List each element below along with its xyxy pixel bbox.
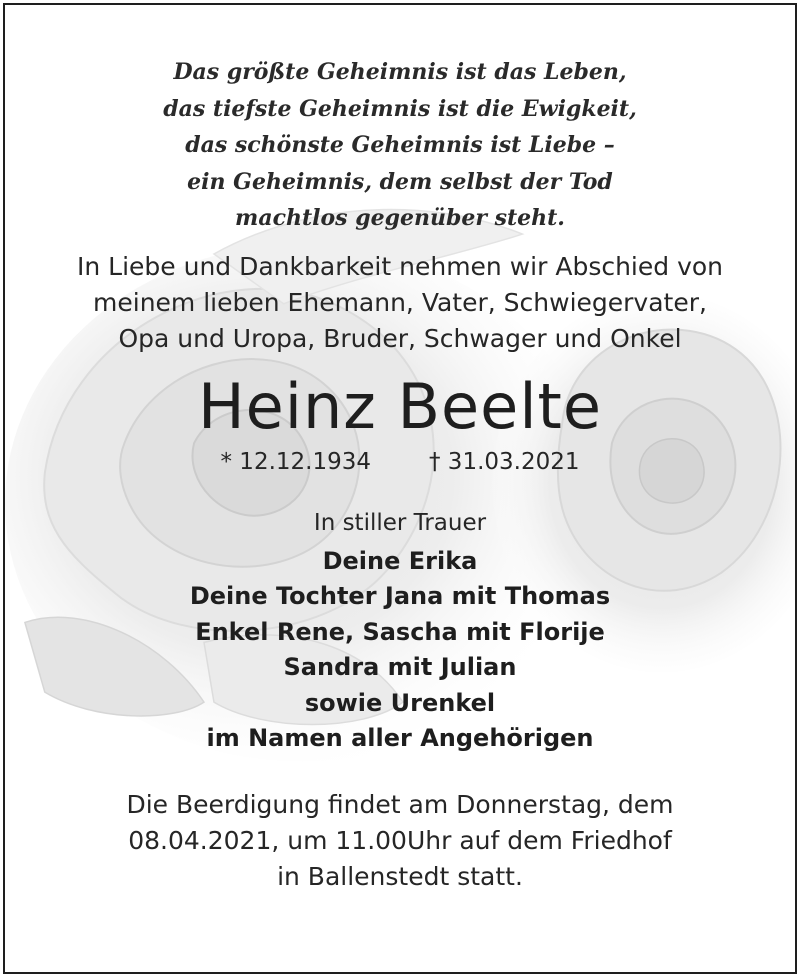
mourner-line: Enkel Rene, Sascha mit Florije	[195, 617, 605, 646]
intro-line: Opa und Uropa, Bruder, Schwager und Onkel	[118, 323, 682, 353]
mourner-line: im Namen aller Angehörigen	[206, 724, 594, 752]
funeral-line: in Ballenstedt statt.	[277, 861, 523, 891]
birth-date: * 12.12.1934	[220, 448, 371, 475]
life-dates	[5, 447, 795, 477]
poem-line: machtlos gegenüber steht.	[235, 205, 565, 231]
mourners-list	[5, 544, 795, 757]
mourner-line: Deine Tochter Jana mit Thomas	[189, 582, 611, 610]
funeral-line: 08.04.2021, um 11.00Uhr auf dem Friedhof	[128, 825, 672, 855]
intro-line: In Liebe und Dankbarkeit nehmen wir Abschied von	[76, 251, 724, 281]
obituary-card	[3, 3, 797, 974]
poem-line: ein Geheimnis, dem selbst der Tod	[187, 168, 613, 195]
poem-line: das tiefste Geheimnis ist die Ewigkeit,	[163, 95, 637, 122]
mourner-line: Deine Erika	[322, 546, 478, 575]
poem-line: Das größte Geheimnis ist das Leben,	[173, 59, 627, 85]
mourning-heading: In stiller Trauer	[313, 509, 487, 536]
mourner-line: Sandra mit Julian	[283, 653, 517, 681]
funeral-line: Die Beerdigung findet am Donnerstag, dem	[126, 789, 674, 819]
death-date: † 31.03.2021	[429, 448, 580, 475]
poem-line: das schönste Geheimnis ist Liebe –	[185, 132, 615, 158]
farewell-intro	[5, 249, 795, 357]
intro-line: meinem lieben Ehemann, Vater, Schwiegervater,	[93, 287, 707, 317]
poem	[5, 54, 795, 237]
obituary-content	[5, 54, 795, 895]
mourner-line: sowie Urenkel	[304, 688, 496, 717]
funeral-notice	[5, 787, 795, 895]
deceased-name: Heinz Beelte	[197, 369, 603, 443]
